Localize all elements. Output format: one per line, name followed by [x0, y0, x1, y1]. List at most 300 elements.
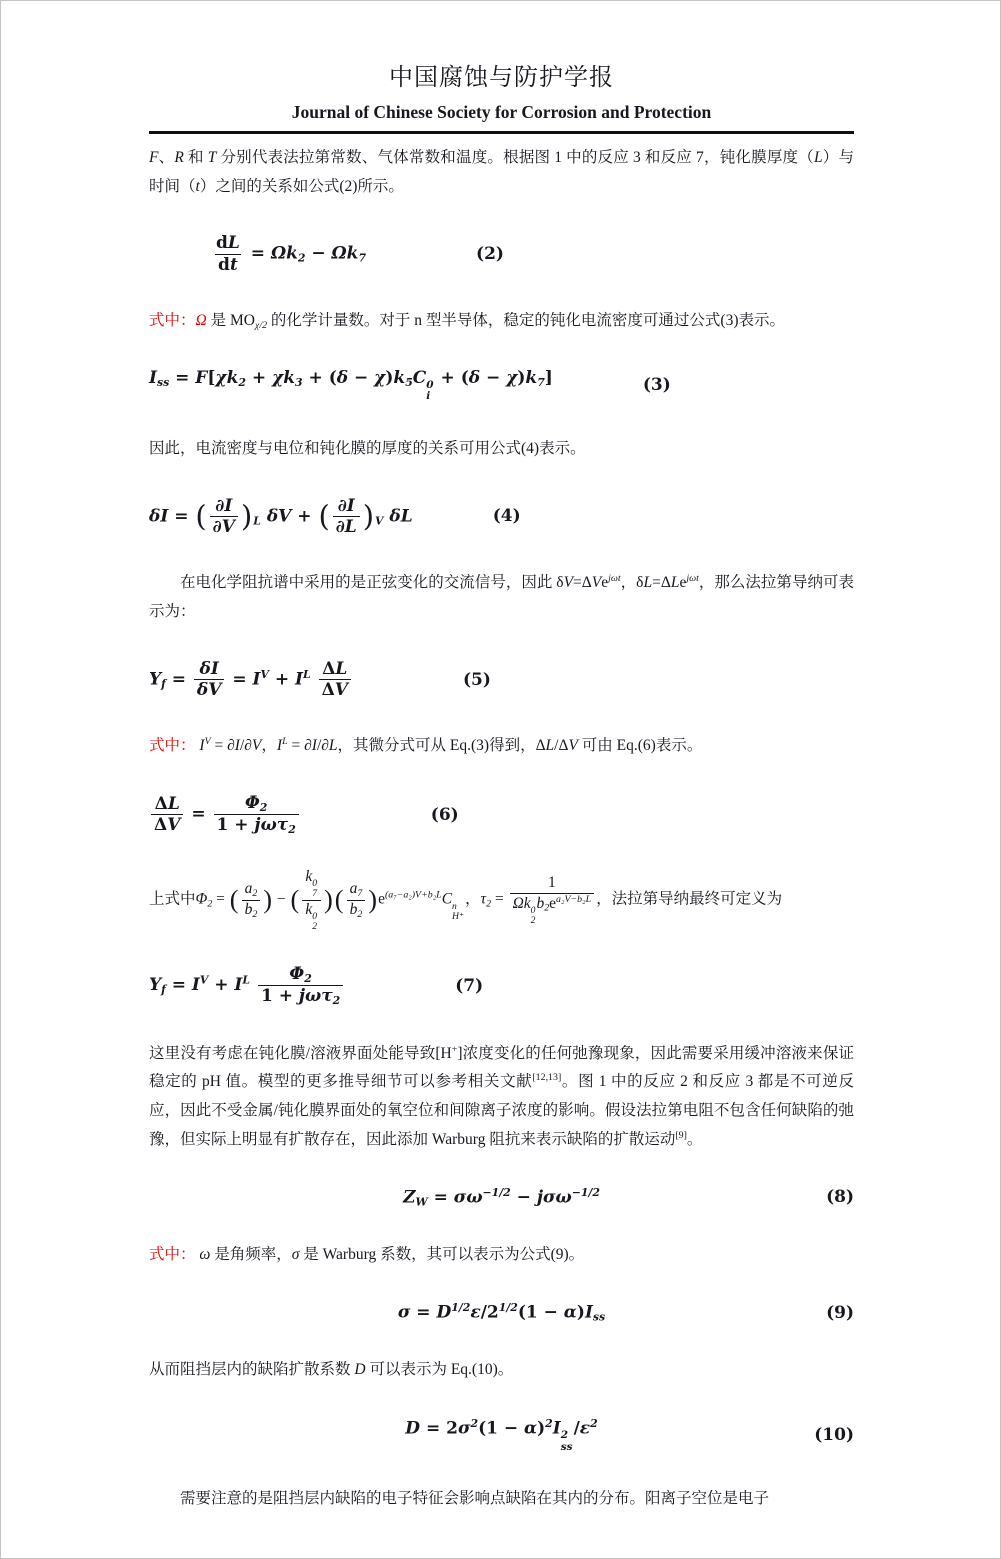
superscript: 0	[312, 910, 318, 922]
math-token: Y	[149, 669, 162, 690]
math-token: ）与时间（	[149, 149, 854, 195]
math-token: a₂V−b₂L	[556, 893, 592, 905]
math-token: I	[276, 737, 283, 755]
fraction-denominator	[215, 254, 241, 275]
math-token: =	[226, 669, 253, 690]
fraction	[214, 793, 299, 836]
fraction	[258, 964, 343, 1007]
fraction	[242, 880, 261, 920]
math-token: t	[229, 254, 238, 275]
math-token: −1/2	[482, 1186, 511, 1200]
math-token: I	[199, 737, 205, 755]
math-token: ）之间的关系如公式(2)所示。	[199, 177, 404, 195]
math-token: [	[207, 367, 216, 388]
math-token	[250, 975, 256, 995]
math-token: 。	[686, 1130, 703, 1148]
fraction-numerator	[152, 794, 183, 814]
fraction	[319, 659, 351, 701]
math-token: W	[415, 1195, 428, 1209]
fraction-denominator	[242, 900, 261, 921]
equation-8-number: (8)	[826, 1187, 854, 1208]
math-token: 式中：	[149, 737, 196, 755]
math-token: ε	[579, 1418, 591, 1439]
equation-6-body	[149, 793, 301, 836]
math-token: −	[305, 243, 332, 264]
paragraph-stoichiometry-note	[149, 307, 854, 336]
fraction	[333, 496, 360, 538]
paragraph-eis-signal	[149, 569, 854, 626]
fraction-numerator	[545, 874, 559, 893]
math-token: δI	[149, 505, 169, 526]
math-token: F	[149, 149, 159, 166]
math-token: )	[517, 367, 526, 388]
equation-2-body	[211, 233, 366, 275]
math-token: V	[167, 815, 181, 836]
math-token: f	[161, 677, 166, 691]
equation-10	[149, 1417, 854, 1454]
math-token: jωt	[686, 573, 699, 585]
fraction-denominator	[510, 893, 595, 926]
math-token: R	[174, 149, 184, 166]
math-token: )	[368, 885, 378, 915]
math-token: k	[525, 367, 538, 388]
math-token: a	[349, 880, 358, 898]
sub-sup-stack	[561, 1430, 573, 1453]
math-token: + (	[302, 367, 337, 388]
math-token: δI	[199, 658, 219, 679]
equation-2-number: (2)	[476, 244, 504, 265]
math-token: ss	[592, 1310, 606, 1324]
math-token: δ	[468, 367, 481, 388]
superscript: 0	[426, 379, 434, 392]
math-token: I	[149, 367, 157, 388]
math-token: 2	[357, 908, 363, 920]
math-token: 2	[207, 898, 213, 910]
math-token: L	[813, 149, 823, 166]
equation-5-body	[149, 659, 353, 701]
math-token: χk	[215, 367, 239, 388]
math-token: ，	[261, 737, 277, 755]
math-token: 2	[544, 902, 550, 914]
math-token: (1 −	[517, 1302, 564, 1323]
sub-sup-stack	[312, 912, 317, 933]
math-token: Ωk	[331, 243, 359, 264]
math-token: 1 +	[260, 986, 299, 1007]
math-token: =	[165, 669, 192, 690]
fraction-numerator	[242, 793, 270, 814]
math-token: τ	[480, 890, 487, 908]
math-token: L	[242, 973, 251, 987]
math-token: 分别代表法拉第常数、气体常数和温度。根据图 1 中的反应 3 和反应 7，钝化膜厚度（	[216, 149, 814, 166]
paragraph-current-density	[149, 435, 854, 464]
math-token: [9]	[675, 1129, 687, 1141]
math-token: −	[348, 367, 375, 388]
journal-title-chinese: 中国腐蚀与防护学报	[389, 65, 614, 91]
fraction	[210, 496, 238, 538]
math-token: /2	[480, 1302, 499, 1323]
math-token: jωτ	[298, 986, 333, 1007]
header-rule	[149, 131, 854, 134]
math-token: Ωk	[270, 243, 298, 264]
math-token: 2	[304, 972, 312, 986]
math-token: =Δ	[652, 574, 671, 592]
paragraph-phi-tau-definitions	[149, 868, 854, 932]
math-token: ∂I	[215, 495, 233, 516]
sub-sup-stack	[452, 902, 464, 923]
math-token: ∂L	[321, 737, 338, 755]
paragraph-defect-distribution	[149, 1485, 854, 1514]
math-token: V	[591, 574, 602, 592]
math-token: ，那么法拉第导纳可表示为：	[149, 574, 854, 620]
math-token: )	[263, 885, 273, 915]
equation-3-body	[149, 368, 553, 403]
fraction-denominator	[258, 985, 343, 1007]
math-token: b	[536, 894, 545, 912]
paragraph-warburg-discussion	[149, 1040, 854, 1155]
math-token: (	[195, 499, 207, 534]
equation-6	[149, 793, 854, 836]
math-token: I	[295, 669, 303, 690]
math-token: L	[282, 736, 288, 748]
math-token: L	[227, 233, 240, 254]
math-token: 需要注意的是阻挡层内缺陷的电子特征会影响点缺陷在其内的分布。阳离子空位是电子	[180, 1490, 770, 1508]
math-token: =	[165, 975, 192, 996]
fraction-denominator	[302, 900, 321, 933]
fraction-numerator	[213, 233, 243, 253]
math-token: (1 −	[478, 1418, 525, 1439]
math-token: k	[393, 367, 406, 388]
equation-8-body	[403, 1186, 600, 1209]
math-token: Δ	[154, 793, 168, 814]
math-token: 可由 Eq.(6)表示。	[577, 737, 703, 755]
math-token: L	[670, 574, 680, 592]
math-token: )	[240, 499, 253, 534]
equation-7	[149, 964, 854, 1007]
math-token: ∂I	[337, 495, 355, 516]
fraction-numerator	[212, 496, 235, 516]
math-token: 1/2	[498, 1301, 518, 1315]
subscript: 2	[530, 914, 536, 926]
math-token: =	[410, 1302, 437, 1323]
math-token: )	[576, 1302, 585, 1323]
math-token: T	[207, 149, 217, 166]
journal-title-english: Journal of Chinese Society for Corrosion and Protection	[291, 102, 712, 122]
math-token: 7	[357, 887, 363, 899]
math-token: I	[191, 975, 200, 996]
math-token: d	[216, 233, 228, 254]
equation-9-body	[398, 1301, 605, 1324]
math-token: Φ	[289, 964, 305, 985]
math-token: L	[303, 667, 311, 681]
math-token: +	[268, 669, 296, 690]
math-token: α	[524, 1418, 538, 1439]
fraction-denominator	[214, 814, 299, 836]
sub-sup-stack	[426, 380, 433, 403]
math-token: ss	[156, 375, 170, 389]
math-token: δL	[389, 505, 413, 526]
math-token: σω	[453, 1187, 483, 1208]
math-token: Y	[149, 975, 162, 996]
fraction-numerator	[197, 659, 222, 679]
math-token: 式中：	[149, 1245, 196, 1263]
math-token: = 2	[420, 1418, 458, 1439]
math-token: 因此，电流密度与电位和钝化膜的厚度的关系可用公式(4)表示。	[149, 439, 586, 457]
math-token: V	[563, 574, 574, 592]
math-token: ∂V	[244, 737, 262, 755]
math-token: b	[349, 900, 358, 918]
math-token: 在电化学阻抗谱中采用的是正弦变化的交流信号，因此 δ	[180, 574, 564, 592]
fraction-numerator	[319, 659, 350, 679]
fraction	[302, 868, 321, 932]
math-token: (	[318, 499, 330, 534]
fraction	[194, 659, 225, 701]
subscript: i	[426, 390, 431, 403]
math-token: V	[375, 513, 384, 527]
math-token: (	[290, 885, 300, 915]
math-token: 2	[288, 823, 296, 837]
math-token: C	[441, 890, 453, 908]
fraction-numerator	[286, 964, 314, 985]
math-token: a	[244, 880, 253, 898]
math-token: 2	[545, 1416, 553, 1430]
math-token: e	[378, 890, 385, 908]
math-token: e	[601, 574, 609, 592]
math-token: 从而阻挡层内的缺陷扩散系数	[149, 1360, 355, 1378]
math-token: d	[218, 254, 230, 275]
fraction-numerator	[347, 880, 366, 900]
math-token: 1 +	[216, 815, 255, 836]
sub-sup-stack	[531, 906, 536, 927]
math-token: 是角频率，	[210, 1245, 292, 1263]
fraction-numerator	[242, 880, 261, 900]
math-token: 2	[332, 994, 341, 1008]
math-token: e	[679, 574, 687, 592]
math-token: V	[204, 736, 211, 748]
equation-4-number: (4)	[492, 506, 521, 527]
math-token: )	[324, 885, 333, 915]
subscript: ss	[560, 1440, 573, 1453]
math-token: 2	[252, 908, 258, 920]
math-token: I	[552, 1418, 561, 1439]
math-token: =Δ	[573, 574, 592, 592]
fraction-denominator	[347, 900, 366, 921]
math-token: V	[260, 667, 269, 681]
math-token: + (	[434, 367, 469, 388]
math-token: 2	[590, 1416, 598, 1430]
fraction	[510, 874, 595, 926]
math-token: 这里没有考虑在钝化膜/溶液界面处能导致[H	[149, 1044, 452, 1062]
math-token: 式中：	[149, 312, 196, 330]
math-token	[311, 669, 317, 689]
math-token: (a₇−a₂)V+b₂L	[384, 889, 442, 901]
math-token: k	[305, 900, 313, 918]
fraction-denominator	[319, 679, 351, 700]
math-token: b	[244, 900, 253, 918]
math-token: L	[253, 513, 261, 527]
math-token: I	[252, 669, 261, 690]
math-token: χk	[272, 367, 296, 388]
math-token: 7	[537, 375, 545, 389]
math-token: I	[234, 975, 243, 996]
math-token: jωt	[608, 573, 621, 585]
equation-6-number: (6)	[430, 804, 459, 825]
math-token: F	[195, 367, 208, 388]
equation-3-number: (3)	[642, 375, 671, 396]
superscript: 0	[530, 904, 536, 916]
math-token: χ	[374, 367, 386, 388]
equation-10-number: (10)	[814, 1424, 854, 1445]
fraction	[151, 794, 183, 836]
equation-7-number: (7)	[455, 975, 484, 996]
math-token: D	[436, 1302, 452, 1323]
math-token: V	[568, 737, 578, 755]
math-token: Ω	[195, 312, 207, 330]
superscript: 0	[312, 878, 318, 890]
math-token: V	[334, 680, 348, 701]
subscript: 7	[312, 888, 318, 900]
math-token: jωτ	[254, 815, 289, 836]
math-token: 1	[547, 874, 556, 892]
subscript: 2	[312, 920, 318, 932]
math-token: −	[273, 890, 290, 908]
math-token: /Δ	[554, 737, 569, 755]
math-token: (	[334, 885, 344, 915]
math-token: ∂V	[212, 516, 235, 537]
equation-8	[149, 1186, 854, 1209]
math-token: −	[480, 367, 507, 388]
equation-4	[149, 496, 854, 538]
math-token: =	[244, 243, 271, 264]
math-token: ε	[470, 1302, 481, 1323]
math-token: 是 Warburg 系数，其可以表示为公式(9)。	[299, 1245, 585, 1263]
math-token: δ	[336, 367, 349, 388]
math-token: (	[229, 885, 239, 915]
math-token: Δ	[321, 680, 335, 701]
math-token: V	[199, 973, 209, 987]
math-token: =	[427, 1187, 454, 1208]
math-token: Φ	[244, 793, 260, 814]
math-token: 3	[295, 375, 303, 389]
paragraph-partial-derivatives	[149, 732, 854, 761]
math-token: =	[168, 505, 195, 526]
equation-3	[149, 368, 854, 403]
math-token: )	[385, 367, 394, 388]
math-token: Z	[403, 1187, 416, 1208]
math-token: ω	[199, 1245, 211, 1263]
math-token: )	[537, 1418, 546, 1439]
fraction-numerator	[302, 868, 321, 900]
math-token: +	[208, 975, 235, 996]
math-token: −1/2	[571, 1186, 600, 1200]
math-token: 5	[405, 375, 413, 389]
math-token: 的化学计量数。对于 n 型半导体，稳定的钝化电流密度可通过公式(3)表示。	[267, 312, 785, 330]
equation-10-body	[405, 1417, 597, 1454]
fraction-numerator	[335, 496, 358, 516]
math-token: 2	[486, 898, 492, 910]
math-token: D	[354, 1360, 366, 1378]
math-token: =	[169, 367, 196, 388]
equation-7-body	[149, 964, 345, 1007]
math-token: 7	[358, 251, 367, 265]
math-token: 2	[297, 251, 306, 265]
equation-5	[149, 659, 854, 701]
math-token: )	[362, 499, 375, 534]
math-token: Ωk	[512, 894, 531, 912]
paragraph-diffusion-coefficient	[149, 1356, 854, 1385]
math-token: L	[545, 737, 555, 755]
math-token: ，法拉第导纳最终可定义为	[596, 890, 783, 908]
math-token: σ	[397, 1302, 411, 1323]
paragraph-constants-intro	[149, 144, 854, 201]
math-token: α	[563, 1302, 577, 1323]
sub-sup-stack	[312, 879, 317, 900]
math-token: 可以表示为 Eq.(10)。	[365, 1360, 514, 1378]
equation-9	[149, 1301, 854, 1324]
math-token: δV	[266, 505, 292, 526]
math-token: =	[287, 737, 305, 755]
equation-9-number: (9)	[826, 1302, 854, 1323]
fraction	[213, 233, 243, 275]
fraction-denominator	[333, 516, 360, 537]
math-token: 、	[158, 149, 175, 166]
math-token: ，δ	[620, 574, 644, 592]
math-token: ，其微分式可从 Eq.(3)得到，Δ	[337, 737, 546, 755]
math-token: Δ	[154, 815, 168, 836]
math-token: 2	[252, 887, 258, 899]
math-token: 2	[470, 1416, 479, 1430]
math-token: /	[316, 737, 322, 755]
journal-header	[149, 57, 854, 134]
math-token: [12,13]	[532, 1072, 562, 1084]
fraction-denominator	[151, 814, 183, 835]
math-token: f	[161, 983, 166, 997]
math-token: I	[584, 1302, 593, 1323]
math-token: 和	[183, 149, 208, 166]
paragraph-warburg-coefficient	[149, 1241, 854, 1270]
equation-2	[211, 233, 854, 275]
math-token: C	[412, 367, 427, 388]
math-token: ∂I	[304, 737, 317, 755]
math-token: 1/2	[451, 1301, 471, 1315]
math-token: ]浓度变化的任何弛豫现象，因此需要采用缓冲溶液来保证稳定的 pH 值。模型的更多推导细节可以参考相关文献	[149, 1044, 854, 1091]
math-token: D	[405, 1418, 421, 1439]
math-token: δV	[196, 680, 222, 701]
math-token: +	[451, 1043, 458, 1055]
superscript: 2	[560, 1429, 569, 1442]
fraction-denominator	[194, 679, 225, 700]
math-token: 上式中	[149, 890, 196, 908]
math-token: σ	[291, 1245, 300, 1263]
math-token: χ	[506, 367, 518, 388]
math-token: =	[212, 890, 229, 908]
math-token: L	[643, 574, 653, 592]
fraction-denominator	[210, 516, 238, 537]
math-token: /	[239, 737, 245, 755]
math-token: 2	[259, 801, 268, 815]
math-token: =	[491, 890, 508, 908]
math-token: ]	[544, 367, 553, 388]
superscript: n	[452, 900, 457, 912]
subscript: H⁺	[452, 911, 465, 923]
math-token: ，	[465, 890, 481, 908]
math-token: ∂I	[227, 737, 240, 755]
math-token: L	[167, 793, 180, 814]
math-token: 2	[238, 375, 246, 389]
math-token: 是 MO	[206, 312, 255, 330]
math-token: 。图 1 中的反应 2 和反应 3 都是不可逆反应，因此不受金属/钝化膜界面处的氧空位和间隙离子浓度的影响。假设法拉第电阻不包含任何缺陷的弛豫，但实际上明显有扩散存在，因此添加 Warburg 阻抗来表示缺陷的扩散运动	[149, 1073, 854, 1148]
math-token: k	[305, 868, 313, 886]
math-token: +	[291, 505, 318, 526]
